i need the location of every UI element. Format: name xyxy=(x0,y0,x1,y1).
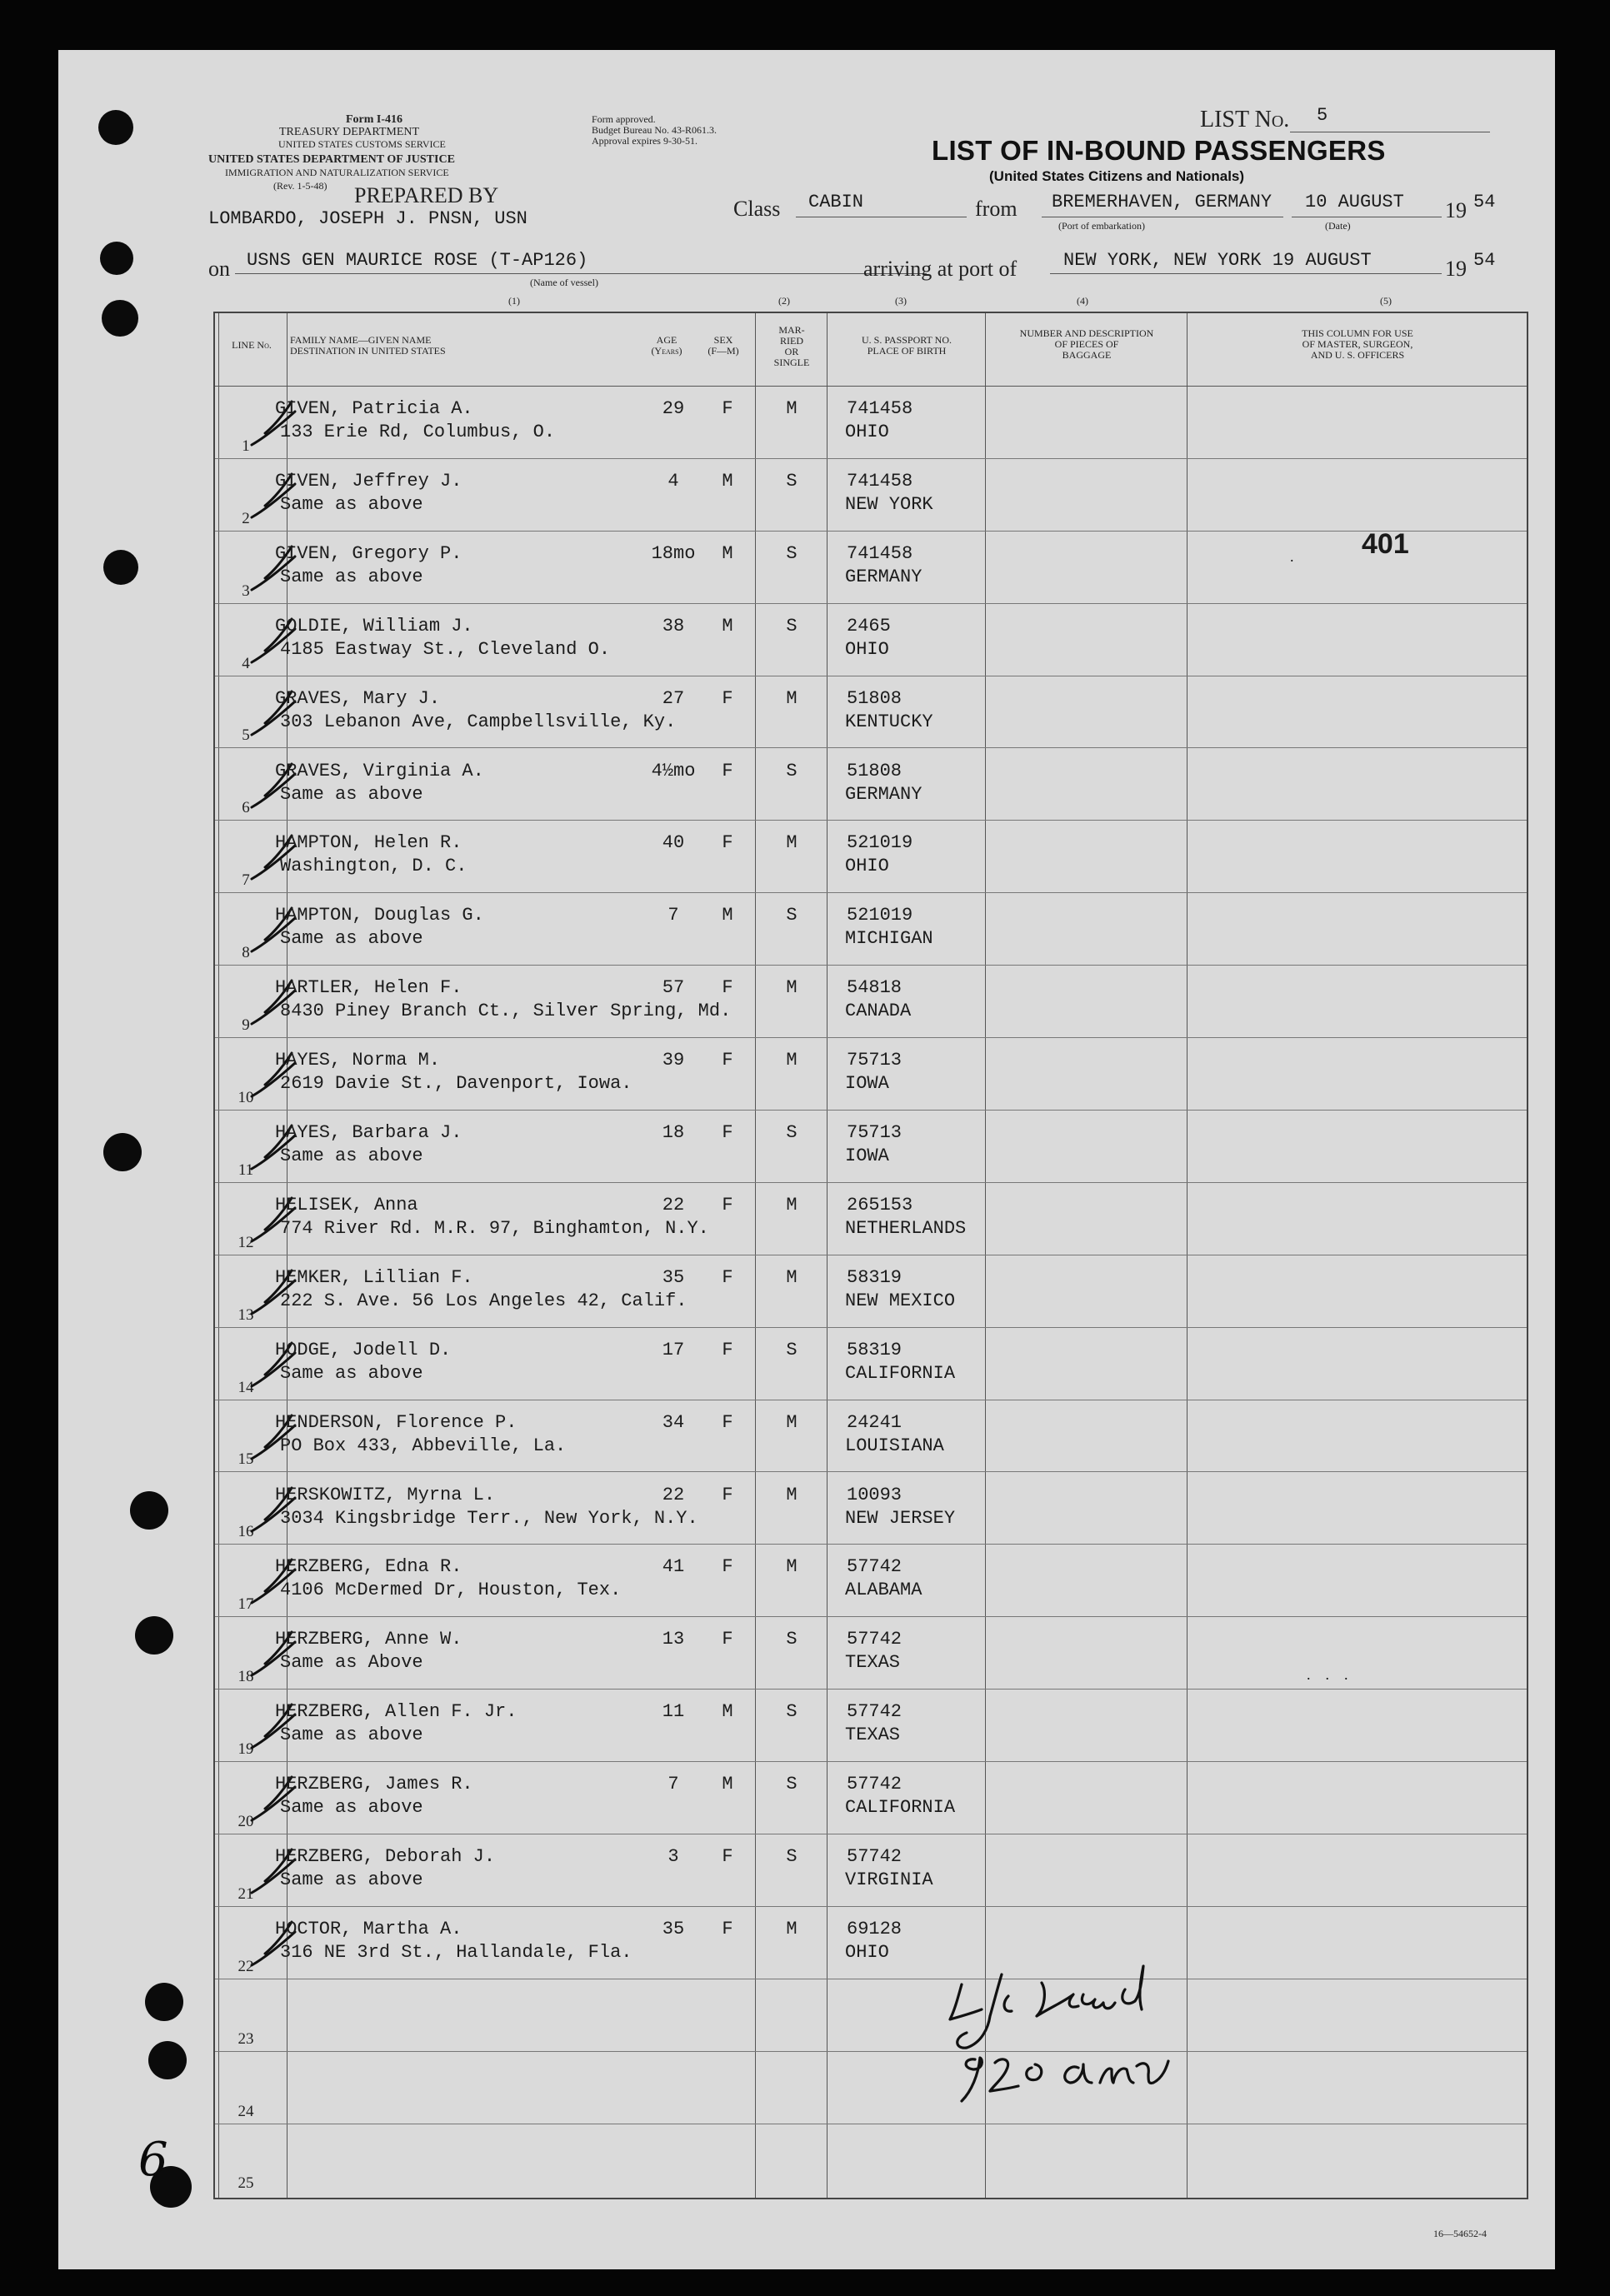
passenger-table xyxy=(213,295,1528,2199)
table-row xyxy=(215,749,1527,821)
age: 11 xyxy=(662,1701,685,1723)
age: 4 xyxy=(668,470,679,492)
table-row xyxy=(215,1111,1527,1183)
prepared-by-label: PREPARED BY xyxy=(354,183,499,207)
passport-number: 57742 xyxy=(847,1629,902,1650)
budget-bureau: Budget Bureau No. 43-R061.3. xyxy=(592,124,717,136)
arriving-label: arriving at port of xyxy=(863,257,1018,281)
punch-hole xyxy=(98,110,133,145)
destination: Same as above xyxy=(280,928,423,950)
table-row xyxy=(215,1907,1527,1979)
stamp-number: 401 xyxy=(1362,528,1409,560)
passenger-name: GOLDIE, William J. xyxy=(275,615,473,636)
age: 13 xyxy=(662,1629,685,1650)
line-number: 7 xyxy=(242,871,250,890)
age: 7 xyxy=(668,1774,679,1795)
place-of-birth: GERMANY xyxy=(845,566,922,587)
destination: Same as above xyxy=(280,1362,423,1384)
marital-status: S xyxy=(786,615,798,636)
port-embark-caption: (Port of embarkation) xyxy=(1058,220,1145,232)
sex: F xyxy=(722,977,733,999)
place-of-birth: NEW MEXICO xyxy=(845,1290,956,1311)
justice-dept: UNITED STATES DEPARTMENT OF JUSTICE xyxy=(208,153,455,166)
sex: F xyxy=(722,1339,733,1360)
passport-number: 51808 xyxy=(847,760,902,781)
vessel-caption: (Name of vessel) xyxy=(530,277,598,288)
age: 3 xyxy=(668,1846,679,1867)
punch-hole xyxy=(148,2041,187,2079)
year-prefix: 19 xyxy=(1445,198,1467,222)
destination: Same as Above xyxy=(280,1652,423,1674)
age: 35 xyxy=(662,1266,685,1288)
place-of-birth: CANADA xyxy=(845,1001,912,1022)
passport-number: 57742 xyxy=(847,1556,902,1578)
destination: 316 NE 3rd St., Hallandale, Fla. xyxy=(280,1941,632,1963)
place-of-birth: ALABAMA xyxy=(845,1580,922,1601)
passport-number: 58319 xyxy=(847,1339,902,1360)
place-of-birth: NETHERLANDS xyxy=(845,1217,967,1239)
line-number: 3 xyxy=(242,581,250,600)
line-number: 23 xyxy=(238,2029,254,2048)
age: 18 xyxy=(662,1122,685,1143)
line-number: 22 xyxy=(238,1957,254,1975)
age: 18mo xyxy=(651,542,696,564)
passenger-name: HODGE, Jodell D. xyxy=(275,1339,452,1360)
place-of-birth: TEXAS xyxy=(845,1724,901,1746)
age: 57 xyxy=(662,977,685,999)
destination: Same as above xyxy=(280,493,423,515)
destination: 4106 McDermed Dr, Houston, Tex. xyxy=(280,1580,622,1601)
sex: F xyxy=(722,1918,733,1939)
destination: Same as above xyxy=(280,1797,423,1819)
table-row xyxy=(215,387,1527,459)
place-of-birth: CALIFORNIA xyxy=(845,1797,956,1819)
passenger-name: HERZBERG, Anne W. xyxy=(275,1629,462,1650)
class-value: CABIN xyxy=(808,192,864,212)
table-row xyxy=(215,676,1527,749)
destination: Same as above xyxy=(280,783,423,805)
marital-status: S xyxy=(786,1846,798,1867)
table-row xyxy=(215,893,1527,966)
header-sex: SEX (F—M) xyxy=(708,334,739,357)
place-of-birth: VIRGINIA xyxy=(845,1869,933,1890)
passenger-name: HARTLER, Helen F. xyxy=(275,977,462,999)
ins-service: IMMIGRATION AND NATURALIZATION SERVICE xyxy=(225,167,449,178)
destination: PO Box 433, Abbeville, La. xyxy=(280,1435,567,1456)
depart-date: 10 AUGUST xyxy=(1305,192,1404,212)
sex: M xyxy=(722,1774,733,1795)
marital-status: M xyxy=(786,1918,798,1939)
destination: 303 Lebanon Ave, Campbellsville, Ky. xyxy=(280,711,677,732)
place-of-birth: NEW YORK xyxy=(845,493,933,515)
place-of-birth: CALIFORNIA xyxy=(845,1362,956,1384)
official-signature xyxy=(925,1958,1275,2108)
destination: 4185 Eastway St., Cleveland O. xyxy=(280,638,611,660)
destination: 8430 Piney Branch Ct., Silver Spring, Md. xyxy=(280,1001,732,1022)
sex: M xyxy=(722,1701,733,1723)
passenger-name: HERZBERG, Allen F. Jr. xyxy=(275,1701,518,1723)
line-number: 5 xyxy=(242,726,250,745)
passport-number: 69128 xyxy=(847,1918,902,1939)
marital-status: M xyxy=(786,1194,798,1215)
line-number: 15 xyxy=(238,1450,254,1469)
age: 39 xyxy=(662,1050,685,1071)
place-of-birth: MICHIGAN xyxy=(845,928,933,950)
passport-number: 521019 xyxy=(847,905,913,926)
marital-status: S xyxy=(786,1339,798,1360)
punch-hole xyxy=(145,1983,183,2021)
sex: F xyxy=(722,760,733,781)
sex: F xyxy=(722,687,733,709)
punch-hole xyxy=(103,550,138,585)
marital-status: S xyxy=(786,542,798,564)
table-row xyxy=(215,1473,1527,1545)
sex: F xyxy=(722,1122,733,1143)
passport-number: 51808 xyxy=(847,687,902,709)
form-number: Form I-416 xyxy=(346,113,403,126)
punch-hole xyxy=(135,1616,173,1655)
age: 27 xyxy=(662,687,685,709)
passport-number: 741458 xyxy=(847,470,913,492)
sex: F xyxy=(722,1484,733,1505)
age: 34 xyxy=(662,1411,685,1433)
place-of-birth: OHIO xyxy=(845,638,889,660)
place-of-birth: GERMANY xyxy=(845,783,922,805)
table-row xyxy=(215,1834,1527,1907)
header-name: FAMILY NAME—GIVEN NAME DESTINATION IN UNITED STATES xyxy=(290,334,446,357)
marital-status: S xyxy=(786,1629,798,1650)
line-number: 18 xyxy=(238,1668,254,1686)
arrival-year: 54 xyxy=(1473,250,1496,271)
table-row xyxy=(215,1255,1527,1328)
destination: Same as above xyxy=(280,1724,423,1746)
punch-hole xyxy=(130,1491,168,1530)
sex: F xyxy=(722,1266,733,1288)
passenger-name: GRAVES, Virginia A. xyxy=(275,760,484,781)
sex: F xyxy=(722,832,733,854)
date-caption: (Date) xyxy=(1325,220,1351,232)
sex: M xyxy=(722,905,733,926)
passenger-name: HEMKER, Lillian F. xyxy=(275,1266,473,1288)
col-5-number: (5) xyxy=(1380,295,1392,307)
from-label: from xyxy=(975,197,1018,221)
passenger-name: GIVEN, Jeffrey J. xyxy=(275,470,462,492)
header-age: AGE (Years) xyxy=(651,334,682,357)
sex: F xyxy=(722,398,733,419)
destination: Same as above xyxy=(280,566,423,587)
place-of-birth: NEW JERSEY xyxy=(845,1507,956,1529)
destination: 774 River Rd. M.R. 97, Binghamton, N.Y. xyxy=(280,1217,709,1239)
form-approved: Form approved. xyxy=(592,113,656,125)
passenger-name: HAMPTON, Douglas G. xyxy=(275,905,484,926)
passenger-name: GIVEN, Gregory P. xyxy=(275,542,462,564)
marital-status: M xyxy=(786,1050,798,1071)
line-number: 17 xyxy=(238,1595,254,1614)
marital-status: S xyxy=(786,905,798,926)
stray-mark: . xyxy=(1290,548,1294,565)
header-officers: THIS COLUMN FOR USE OF MASTER, SURGEON, AND U. S. OFFICERS xyxy=(1302,327,1413,361)
header-married: MAR- RIED OR SINGLE xyxy=(773,324,810,368)
line-number: 10 xyxy=(238,1088,254,1106)
sex: F xyxy=(722,1846,733,1867)
line-number: 25 xyxy=(238,2174,254,2193)
passenger-name: HAYES, Norma M. xyxy=(275,1050,441,1071)
destination: Same as above xyxy=(280,1869,423,1890)
customs-service: UNITED STATES CUSTOMS SERVICE xyxy=(278,138,446,150)
header-line-no: LINE No. xyxy=(232,339,272,351)
table-row xyxy=(215,1038,1527,1111)
passport-number: 741458 xyxy=(847,398,913,419)
marital-status: M xyxy=(786,977,798,999)
depart-year: 54 xyxy=(1473,192,1496,212)
marital-status: S xyxy=(786,1774,798,1795)
passenger-name: HOCTOR, Martha A. xyxy=(275,1918,462,1939)
stray-marks: ... xyxy=(1307,1666,1363,1683)
punch-hole xyxy=(100,242,133,275)
table-row xyxy=(215,1328,1527,1400)
destination: 222 S. Ave. 56 Los Angeles 42, Calif. xyxy=(280,1290,688,1311)
marital-status: M xyxy=(786,1484,798,1505)
vessel-name: USNS GEN MAURICE ROSE (T-AP126) xyxy=(247,250,588,271)
passenger-name: HAYES, Barbara J. xyxy=(275,1122,462,1143)
prepared-by: LOMBARDO, JOSEPH J. PNSN, USN xyxy=(208,208,528,229)
age: 17 xyxy=(662,1339,685,1360)
list-no: 5 xyxy=(1317,105,1328,126)
table-row xyxy=(215,1979,1527,2052)
table-row xyxy=(215,532,1527,604)
line-number: 24 xyxy=(238,2102,254,2120)
line-number: 14 xyxy=(238,1378,254,1396)
passport-number: 57742 xyxy=(847,1846,902,1867)
line-number: 6 xyxy=(242,799,250,817)
punch-hole xyxy=(103,1133,142,1171)
passenger-name: HELISEK, Anna xyxy=(275,1194,418,1215)
place-of-birth: IOWA xyxy=(845,1073,889,1095)
age: 7 xyxy=(668,905,679,926)
destination: 133 Erie Rd, Columbus, O. xyxy=(280,422,556,442)
passport-number: 741458 xyxy=(847,542,913,564)
line-number: 16 xyxy=(238,1523,254,1541)
place-of-birth: OHIO xyxy=(845,422,889,442)
header-baggage: NUMBER AND DESCRIPTION OF PIECES OF BAGGAGE xyxy=(1019,327,1154,361)
vessel-underline xyxy=(235,273,927,274)
table-row xyxy=(215,604,1527,676)
passport-number: 265153 xyxy=(847,1194,913,1215)
sex: F xyxy=(722,1050,733,1071)
line-number: 8 xyxy=(242,944,250,962)
line-number: 9 xyxy=(242,1016,250,1035)
place-of-birth: OHIO xyxy=(845,856,889,877)
table-row xyxy=(215,2052,1527,2124)
col-4-number: (4) xyxy=(1077,295,1088,307)
year-prefix-2: 19 xyxy=(1445,257,1467,281)
destination: 2619 Davie St., Davenport, Iowa. xyxy=(280,1073,632,1095)
sex: M xyxy=(722,615,733,636)
marital-status: M xyxy=(786,832,798,854)
col-2-number: (2) xyxy=(778,295,790,307)
on-label: on xyxy=(208,257,230,281)
table-row xyxy=(215,821,1527,893)
age: 22 xyxy=(662,1194,685,1215)
table-row xyxy=(215,2124,1527,2197)
age: 22 xyxy=(662,1484,685,1505)
table-row xyxy=(215,966,1527,1038)
table-row xyxy=(215,1690,1527,1762)
sex: F xyxy=(722,1194,733,1215)
line-number: 21 xyxy=(238,1884,254,1903)
passport-number: 54818 xyxy=(847,977,902,999)
age: 35 xyxy=(662,1918,685,1939)
col-3-number: (3) xyxy=(895,295,907,307)
header-passport: U. S. PASSPORT NO. PLACE OF BIRTH xyxy=(862,334,952,357)
arrival-port-date: NEW YORK, NEW YORK 19 AUGUST xyxy=(1063,250,1372,271)
marital-status: M xyxy=(786,1266,798,1288)
sex: M xyxy=(722,542,733,564)
line-number: 4 xyxy=(242,654,250,672)
sex: F xyxy=(722,1556,733,1578)
place-of-birth: OHIO xyxy=(845,1941,889,1963)
document-title: LIST OF IN-BOUND PASSENGERS xyxy=(932,135,1386,166)
table-row xyxy=(215,459,1527,532)
passport-number: 57742 xyxy=(847,1774,902,1795)
sex: F xyxy=(722,1629,733,1650)
age: 40 xyxy=(662,832,685,854)
passport-number: 75713 xyxy=(847,1050,902,1071)
passenger-name: HAMPTON, Helen R. xyxy=(275,832,462,854)
passport-number: 57742 xyxy=(847,1701,902,1723)
place-of-birth: LOUISIANA xyxy=(845,1435,944,1456)
marital-status: S xyxy=(786,1122,798,1143)
revision: (Rev. 1-5-48) xyxy=(273,180,328,192)
marital-status: S xyxy=(786,1701,798,1723)
passenger-name: HERZBERG, Deborah J. xyxy=(275,1846,496,1867)
passport-number: 75713 xyxy=(847,1122,902,1143)
document-page xyxy=(58,50,1555,2269)
from-value: BREMERHAVEN, GERMANY xyxy=(1052,192,1272,212)
marital-status: M xyxy=(786,398,798,419)
age: 38 xyxy=(662,615,685,636)
age: 4½mo xyxy=(651,760,696,781)
marital-status: M xyxy=(786,1411,798,1433)
passenger-name: HENDERSON, Florence P. xyxy=(275,1411,518,1433)
passport-number: 58319 xyxy=(847,1266,902,1288)
age: 29 xyxy=(662,398,685,419)
passenger-name: HERZBERG, Edna R. xyxy=(275,1556,462,1578)
list-no-label: LIST No. xyxy=(1200,107,1290,132)
marital-status: S xyxy=(786,760,798,781)
age: 41 xyxy=(662,1556,685,1578)
approval-expires: Approval expires 9-30-51. xyxy=(592,135,698,147)
line-number: 20 xyxy=(238,1812,254,1830)
place-of-birth: IOWA xyxy=(845,1146,889,1166)
sex: M xyxy=(722,470,733,492)
passenger-name: GRAVES, Mary J. xyxy=(275,687,441,709)
line-number: 11 xyxy=(238,1160,254,1179)
passenger-name: HERZBERG, James R. xyxy=(275,1774,473,1795)
arrival-underline xyxy=(1050,273,1442,274)
place-of-birth: TEXAS xyxy=(845,1652,901,1674)
col-1-number: (1) xyxy=(508,295,520,307)
table-row xyxy=(215,1545,1527,1617)
destination: 3034 Kingsbridge Terr., New York, N.Y. xyxy=(280,1507,698,1529)
footer-code: 16—54652-4 xyxy=(1433,2228,1487,2239)
line-number: 12 xyxy=(238,1233,254,1251)
passenger-name: HERSKOWITZ, Myrna L. xyxy=(275,1484,496,1505)
destination: Washington, D. C. xyxy=(280,856,468,877)
passenger-name: GIVEN, Patricia A. xyxy=(275,398,473,419)
passport-number: 2465 xyxy=(847,615,891,636)
place-of-birth: KENTUCKY xyxy=(845,711,933,732)
passport-number: 24241 xyxy=(847,1411,902,1433)
treasury-dept: TREASURY DEPARTMENT xyxy=(279,126,420,138)
line-number: 13 xyxy=(238,1305,254,1324)
marital-status: M xyxy=(786,687,798,709)
marital-status: M xyxy=(786,1556,798,1578)
sex: F xyxy=(722,1411,733,1433)
marital-status: S xyxy=(786,470,798,492)
passport-number: 521019 xyxy=(847,832,913,854)
table-row xyxy=(215,1183,1527,1255)
table-row xyxy=(215,1400,1527,1473)
line-number: 1 xyxy=(242,437,250,455)
class-label: Class xyxy=(733,197,781,221)
document-subtitle: (United States Citizens and Nationals) xyxy=(989,168,1245,184)
destination: Same as above xyxy=(280,1146,423,1166)
table-row xyxy=(215,1762,1527,1834)
passport-number: 10093 xyxy=(847,1484,902,1505)
punch-hole xyxy=(102,300,138,337)
line-number: 19 xyxy=(238,1740,254,1759)
margin-mark: 6 xyxy=(138,2133,168,2187)
line-number: 2 xyxy=(242,509,250,527)
